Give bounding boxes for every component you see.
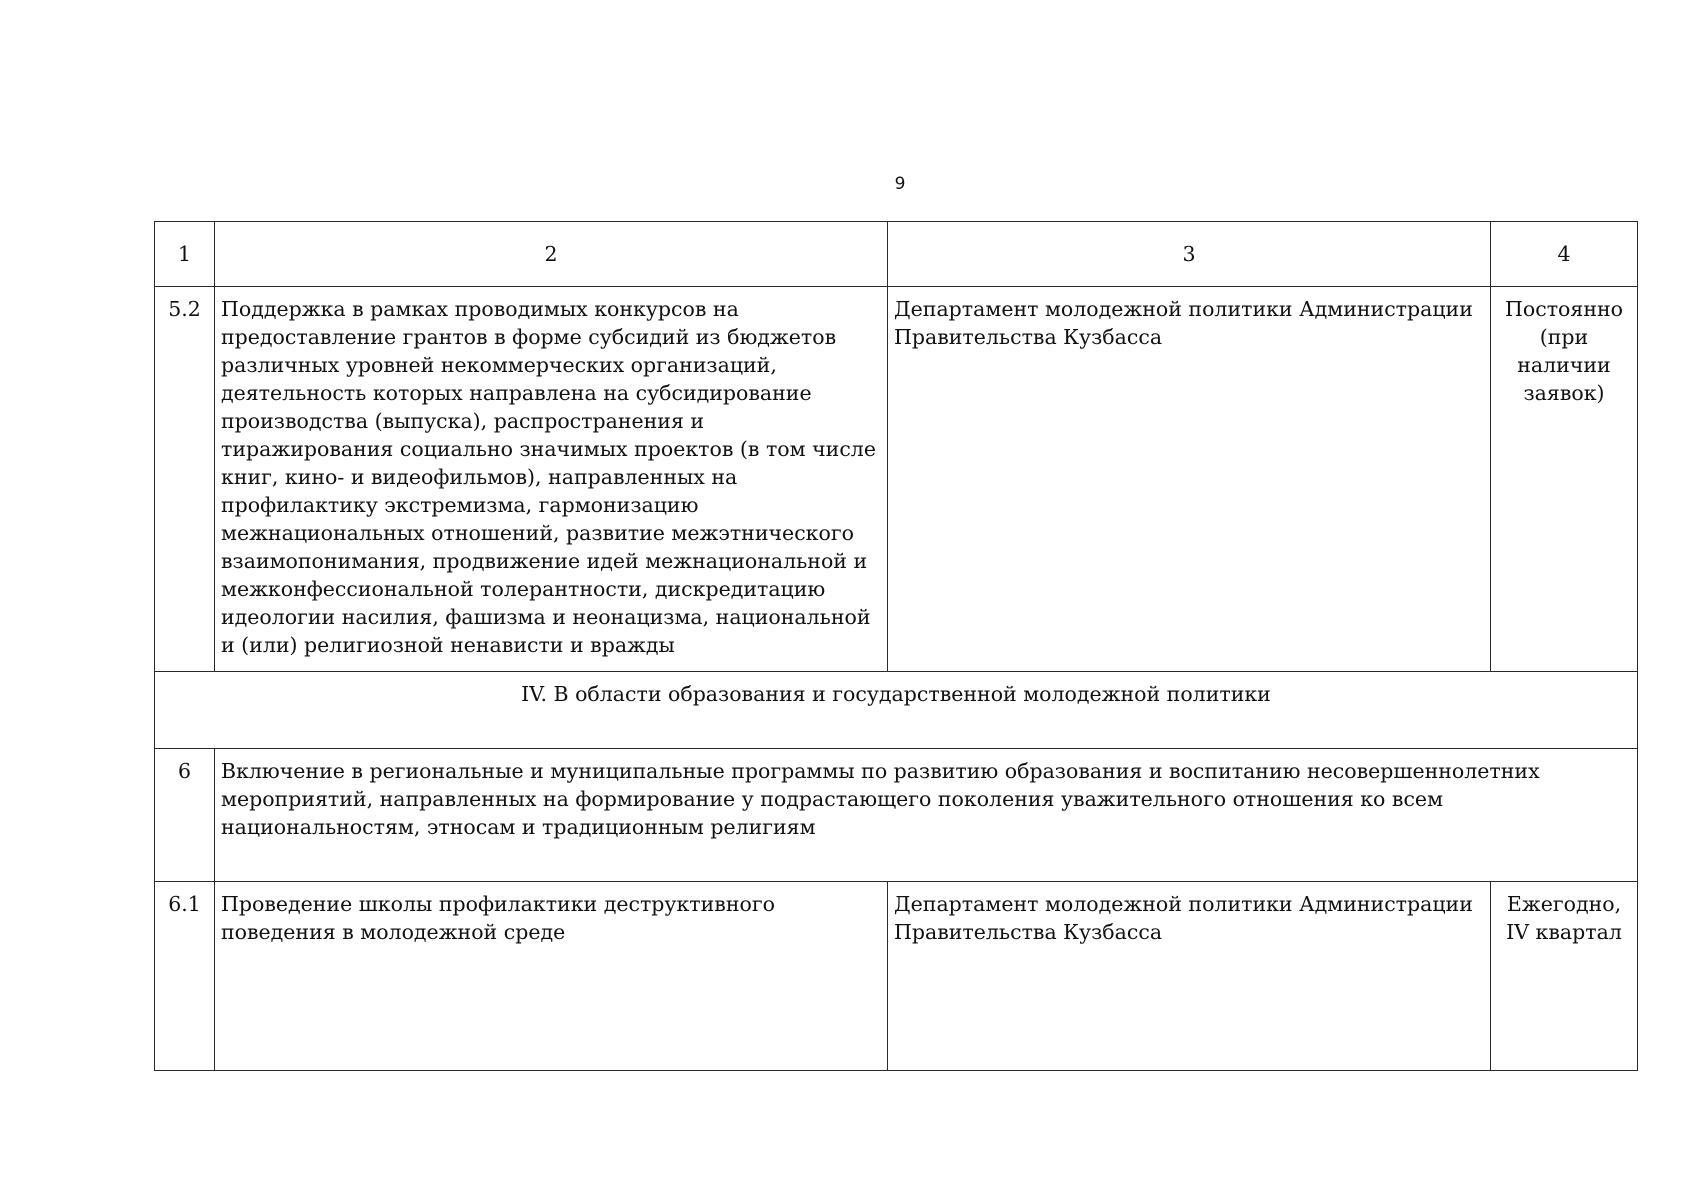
deadline: Постоянно (при наличии заявок) [1491, 287, 1638, 672]
measure-description: Проведение школы профилактики деструктивного поведения в молодежной среде [215, 882, 888, 1071]
table-row [155, 882, 1638, 1071]
table-header-row [155, 222, 1638, 287]
row-number: 5.2 [155, 287, 215, 672]
deadline: Ежегодно, IV квартал [1491, 882, 1638, 1071]
row-number: 6 [155, 749, 215, 882]
header-col-3: 3 [888, 222, 1491, 287]
row-number: 6.1 [155, 882, 215, 1071]
header-col-4: 4 [1491, 222, 1638, 287]
table-row [155, 749, 1638, 882]
responsible-executor: Департамент молодежной политики Администрации Правительства Кузбасса [888, 287, 1491, 672]
measure-description: Поддержка в рамках проводимых конкурсов на предоставление грантов в форме субсидий из бюджетов различных уровней некоммерческих организаций, деятельность которых направлена на субсидирование производства (выпуска), распространения и тиражирования социально значимых проектов (в том числе книг, кино- и видеофильмов), направленных на профилактику экстремизма, гармонизацию межнациональных отношений, развитие межэтнического взаимопонимания, продвижение идей межнациональной и межконфессиональной толерантности, дискредитацию идеологии насилия, фашизма и неонацизма, национальной и (или) религиозной ненависти и вражды [215, 287, 888, 672]
section-title: IV. В области образования и государственной молодежной политики [155, 672, 1638, 749]
table-row [155, 287, 1638, 672]
measures-table [154, 221, 1638, 1071]
measure-description: Включение в региональные и муниципальные программы по развитию образования и воспитанию несовершеннолетних мероприятий, направленных на формирование у подрастающего поколения уважительного отношения ко всем национальностям, этносам и традиционным религиям [215, 749, 1638, 882]
page-number: 9 [894, 174, 906, 194]
responsible-executor: Департамент молодежной политики Администрации Правительства Кузбасса [888, 882, 1491, 1071]
header-col-1: 1 [155, 222, 215, 287]
section-heading-row [155, 672, 1638, 749]
header-col-2: 2 [215, 222, 888, 287]
